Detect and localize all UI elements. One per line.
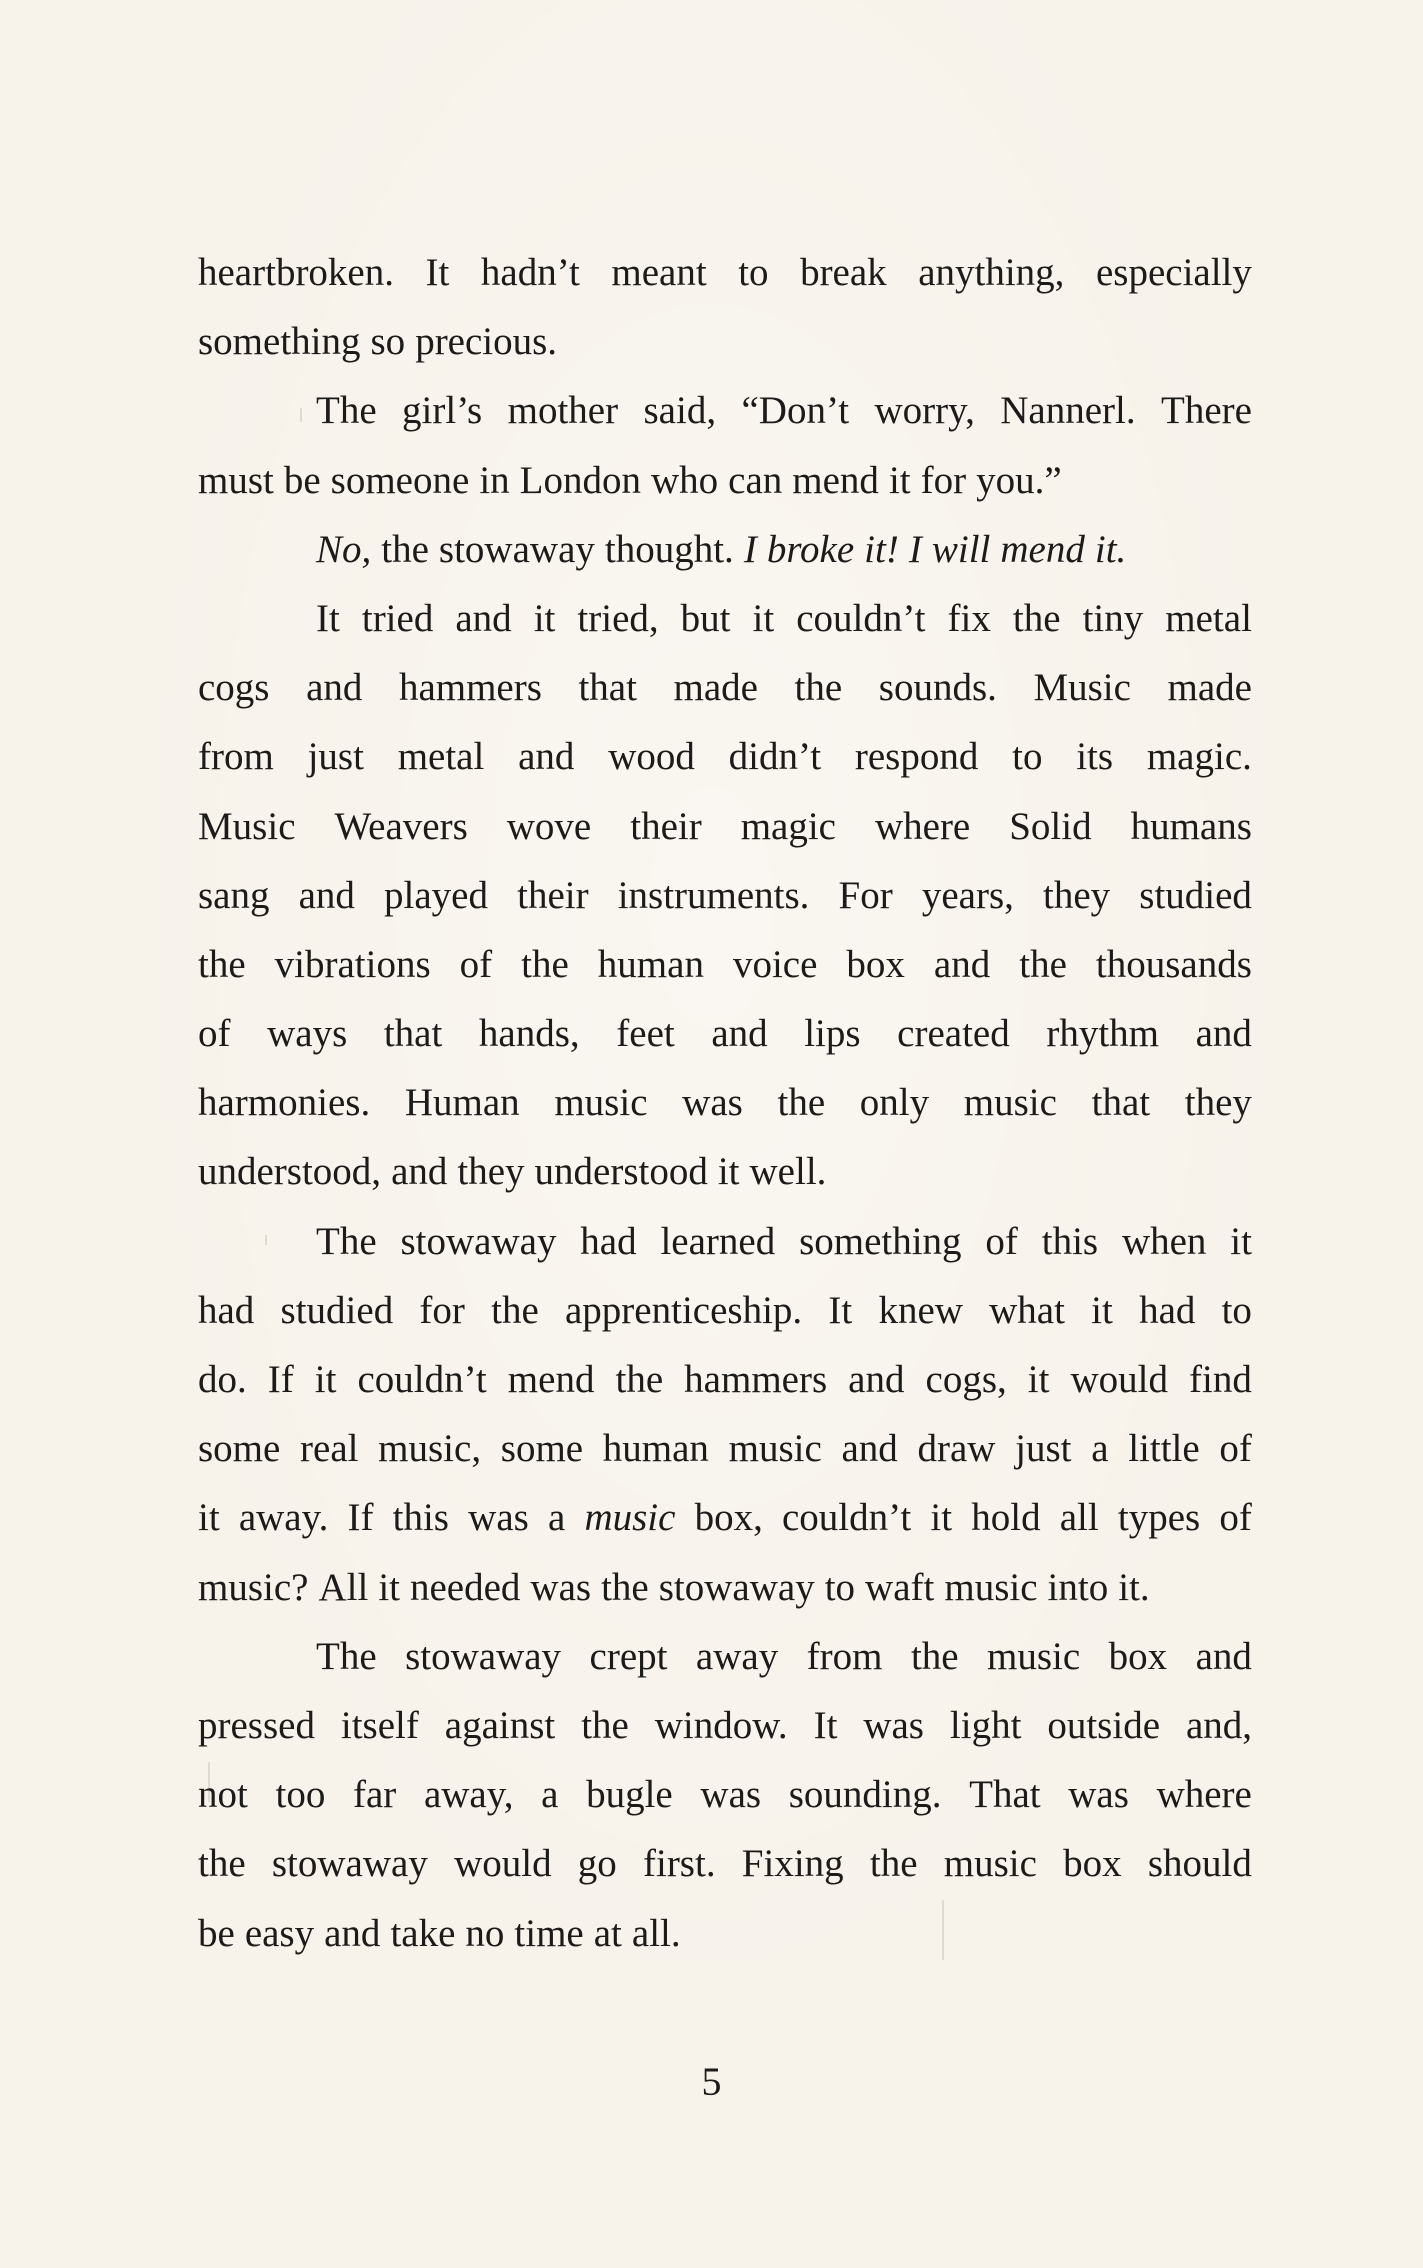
word: There <box>1161 389 1252 433</box>
word: music, <box>378 1427 482 1471</box>
word: and <box>306 666 363 710</box>
word: was <box>700 1773 762 1817</box>
word: that <box>383 1012 443 1056</box>
word: couldn’t <box>782 1496 912 1540</box>
word: and <box>1195 1012 1252 1056</box>
word: into <box>1047 1565 1109 1609</box>
word: time <box>514 1911 584 1955</box>
word: wood <box>608 735 695 779</box>
word: music? <box>198 1565 309 1609</box>
word: For <box>838 873 893 917</box>
word: do. <box>198 1358 247 1401</box>
word: easy <box>244 1911 315 1955</box>
word: it <box>752 596 775 640</box>
word: their <box>630 804 702 848</box>
word: to <box>1012 735 1043 779</box>
word: just <box>1015 1427 1072 1471</box>
text-line <box>198 1276 1252 1345</box>
word: bugle <box>586 1773 673 1817</box>
word: box <box>1063 1842 1122 1886</box>
word: they <box>1184 1081 1252 1125</box>
word: be <box>198 1911 235 1955</box>
word: no <box>465 1911 505 1955</box>
word: too <box>275 1773 326 1817</box>
word: the <box>601 1565 649 1609</box>
word: metal <box>1165 596 1252 640</box>
word: sounding. <box>788 1773 942 1817</box>
word: years, <box>921 873 1014 917</box>
word: didn’t <box>728 735 822 779</box>
word: go <box>577 1842 617 1886</box>
word: sounds. <box>878 666 997 710</box>
word: box, <box>694 1496 763 1540</box>
text-line <box>198 999 1252 1068</box>
word: of <box>198 1012 231 1056</box>
word: from <box>806 1634 883 1678</box>
word: a <box>1091 1427 1109 1471</box>
word: and <box>455 596 512 640</box>
text-line <box>198 1137 1252 1206</box>
text-line <box>198 1483 1252 1552</box>
word: it <box>1027 1358 1050 1401</box>
word: and <box>1195 1634 1252 1678</box>
word: some <box>198 1427 281 1471</box>
word: the <box>794 666 843 710</box>
word: the <box>1012 596 1061 640</box>
word: If <box>347 1496 374 1540</box>
word: harmonies. <box>198 1081 371 1125</box>
word: against <box>444 1703 556 1747</box>
word: cogs <box>198 666 270 710</box>
word: crept <box>589 1634 668 1678</box>
word: the <box>910 1634 959 1678</box>
word: mend <box>792 458 879 502</box>
word: music <box>554 1081 648 1125</box>
body-text <box>198 238 1252 1968</box>
word: to <box>824 1565 856 1609</box>
word: away <box>695 1634 779 1678</box>
word: a <box>541 1773 559 1817</box>
word: they <box>1043 873 1111 917</box>
word: it <box>930 1496 953 1540</box>
word: and <box>391 1150 448 1194</box>
word: something <box>198 320 361 364</box>
word: should <box>1147 1842 1252 1886</box>
word: was <box>682 1081 743 1125</box>
word: of <box>1219 1496 1252 1540</box>
word: not <box>198 1773 248 1817</box>
word: stowaway <box>271 1842 428 1886</box>
word: instruments. <box>617 873 810 917</box>
word: magic. <box>1146 735 1252 779</box>
word: wove <box>506 804 592 848</box>
word: it <box>1091 1288 1113 1332</box>
word: all <box>1059 1496 1099 1540</box>
word: away. <box>238 1496 329 1540</box>
word: mend <box>507 1358 595 1401</box>
word: some <box>500 1427 584 1471</box>
word: this <box>392 1496 449 1540</box>
word: The <box>316 1634 377 1678</box>
word: especially <box>1095 251 1252 294</box>
text-line <box>198 238 1252 307</box>
word: I <box>743 527 757 571</box>
word: outside <box>1047 1703 1161 1747</box>
word: Nannerl. <box>1000 389 1136 433</box>
text-line <box>198 1691 1252 1760</box>
word: human <box>602 1427 709 1471</box>
word: voice <box>732 942 818 986</box>
word: the <box>198 1842 246 1886</box>
word: when <box>1121 1219 1207 1263</box>
word: respond <box>854 735 979 779</box>
word: Fixing <box>741 1842 844 1886</box>
paragraph <box>198 376 1252 514</box>
word: anything, <box>918 251 1065 294</box>
word: in <box>479 458 510 502</box>
paragraph <box>198 515 1252 584</box>
word: it <box>1230 1219 1252 1263</box>
word: the <box>491 1288 539 1332</box>
text-line <box>198 861 1252 930</box>
word: tiny <box>1082 596 1144 640</box>
word: Music <box>1033 666 1131 710</box>
text-line <box>198 1553 1252 1622</box>
text-line <box>198 584 1252 653</box>
word: just <box>307 735 364 779</box>
word: their <box>517 873 589 917</box>
word: you.” <box>976 458 1062 502</box>
word: light <box>949 1703 1022 1747</box>
word: and <box>324 1911 381 1955</box>
word: music <box>987 1634 1081 1678</box>
word: the <box>615 1358 664 1401</box>
word: knew <box>878 1288 963 1332</box>
word: tried, <box>577 596 659 640</box>
paragraph <box>198 238 1252 376</box>
word: precious. <box>415 320 558 364</box>
word: for <box>920 458 967 502</box>
text-line <box>198 792 1252 861</box>
word: far <box>353 1773 397 1817</box>
word: would <box>454 1842 552 1886</box>
word: vibrations <box>274 942 431 986</box>
text-line <box>198 1207 1252 1276</box>
word: stowaway <box>400 1219 557 1263</box>
word: stowaway <box>405 1634 562 1678</box>
text-line <box>198 446 1252 515</box>
word: will <box>931 527 991 571</box>
word: meant <box>611 251 707 294</box>
word: that <box>578 666 637 710</box>
word: would <box>1070 1358 1168 1401</box>
word: it! <box>864 527 899 571</box>
word: All <box>318 1565 369 1609</box>
word: studied <box>280 1288 394 1332</box>
word: worry, <box>874 389 975 433</box>
word: for <box>419 1288 465 1332</box>
word: mend <box>1000 527 1085 571</box>
text-line <box>198 930 1252 999</box>
word: stowaway <box>658 1565 815 1609</box>
word: be <box>283 458 321 502</box>
word: the <box>581 1703 629 1747</box>
word: all. <box>631 1911 681 1955</box>
word: music <box>944 1565 1038 1609</box>
word: made <box>1167 666 1252 710</box>
word: well. <box>749 1150 827 1194</box>
word: it <box>314 1358 337 1401</box>
paragraph <box>198 584 1252 1207</box>
paragraph <box>198 1207 1252 1622</box>
word: they <box>457 1150 525 1194</box>
word: said, <box>643 389 717 433</box>
word: and <box>298 873 355 917</box>
word: to <box>738 251 769 294</box>
word: stowaway <box>438 527 595 571</box>
word: was <box>863 1703 924 1747</box>
word: was <box>468 1496 529 1540</box>
word: real <box>300 1427 359 1471</box>
word: studied <box>1139 873 1252 917</box>
word: of <box>1219 1427 1252 1471</box>
word: was <box>530 1565 592 1609</box>
text-line <box>198 1414 1252 1483</box>
word: feet <box>616 1012 675 1056</box>
word: of <box>985 1219 1018 1263</box>
word: hold <box>971 1496 1041 1540</box>
word: this <box>1041 1219 1099 1263</box>
word: first. <box>643 1842 716 1886</box>
text-line <box>198 1829 1252 1898</box>
word: The <box>316 389 377 433</box>
word: It <box>813 1703 838 1747</box>
word: hammers <box>398 666 542 710</box>
word: sang <box>198 873 270 917</box>
word: “Don’t <box>741 389 850 433</box>
text-line <box>198 722 1252 791</box>
word: music <box>963 1081 1057 1125</box>
word: fix <box>947 596 991 640</box>
word: the <box>1019 942 1067 986</box>
word: types <box>1117 1496 1201 1540</box>
word: understood <box>534 1150 708 1194</box>
word: Solid <box>1009 804 1092 848</box>
word: humans <box>1130 804 1252 848</box>
word: to <box>1221 1288 1252 1332</box>
word: but <box>680 596 731 640</box>
word: and <box>711 1012 768 1056</box>
text-line <box>198 515 1252 584</box>
text-line <box>198 1622 1252 1691</box>
word: mother <box>507 389 619 433</box>
word: it <box>198 1496 220 1540</box>
word: played <box>384 873 488 917</box>
word: itself <box>340 1703 419 1747</box>
word: No, <box>316 527 372 571</box>
word: I <box>908 527 922 571</box>
word: it. <box>1118 1565 1150 1609</box>
word: away, <box>423 1773 514 1817</box>
word: human <box>597 942 704 986</box>
word: draw <box>917 1427 996 1471</box>
word: that <box>1091 1081 1151 1125</box>
word: so <box>370 320 406 364</box>
word: couldn’t <box>357 1358 487 1401</box>
word: find <box>1189 1358 1252 1401</box>
word: had <box>198 1288 255 1332</box>
word: someone <box>330 458 470 502</box>
word: Music <box>198 804 296 848</box>
word: where <box>1156 1773 1252 1817</box>
word: heartbroken. <box>198 251 394 294</box>
word: it <box>717 1150 740 1194</box>
word: the <box>381 527 429 571</box>
word: a <box>547 1496 566 1540</box>
word: pressed <box>198 1703 315 1747</box>
word: of <box>459 942 493 986</box>
word: hands, <box>478 1012 580 1056</box>
text-line <box>198 1068 1252 1137</box>
word: learned <box>660 1219 776 1263</box>
word: made <box>673 666 758 710</box>
text-line <box>198 653 1252 722</box>
word: and <box>933 942 991 986</box>
word: the <box>198 942 246 986</box>
word: it <box>533 596 556 640</box>
word: from <box>198 735 274 779</box>
word: it <box>378 1565 400 1609</box>
word: created <box>897 1012 1010 1056</box>
word: It <box>316 596 340 640</box>
word: hadn’t <box>480 251 580 294</box>
word: music <box>943 1842 1037 1886</box>
text-line <box>198 307 1252 376</box>
word: girl’s <box>402 389 483 433</box>
page-number: 5 <box>701 2059 722 2104</box>
word: If <box>267 1358 294 1401</box>
word: where <box>874 804 971 848</box>
word: apprenticeship. <box>565 1288 803 1332</box>
word: understood, <box>198 1150 382 1194</box>
word: ways <box>267 1012 348 1056</box>
word: needed <box>409 1565 521 1609</box>
word: what <box>989 1288 1065 1332</box>
word: and, <box>1185 1703 1252 1747</box>
text-line <box>198 1760 1252 1829</box>
word: can <box>728 458 783 502</box>
word: music <box>728 1427 822 1471</box>
word: thought. <box>604 527 734 571</box>
word: its <box>1076 735 1114 779</box>
word: had <box>1139 1288 1196 1332</box>
word: That <box>969 1773 1041 1817</box>
word: thousands <box>1095 942 1252 986</box>
word: The <box>316 1219 377 1263</box>
word: music <box>584 1496 676 1540</box>
word: at <box>593 1911 622 1955</box>
word: lips <box>804 1012 861 1056</box>
word: had <box>580 1219 637 1263</box>
word: waft <box>865 1565 935 1609</box>
word: and <box>518 735 575 779</box>
word: metal <box>397 735 485 779</box>
word: the <box>521 942 569 986</box>
word: break <box>800 251 887 294</box>
word: It <box>425 251 450 294</box>
text-line <box>198 1899 1252 1968</box>
word: broke <box>766 527 855 571</box>
word: take <box>390 1911 456 1955</box>
word: it <box>888 458 911 502</box>
word: who <box>650 458 719 502</box>
word: window. <box>654 1703 788 1747</box>
word: something <box>799 1219 962 1263</box>
paragraph <box>198 1622 1252 1968</box>
word: Weavers <box>334 804 468 848</box>
word: London <box>519 458 641 502</box>
text-line <box>198 376 1252 445</box>
word: the <box>869 1842 918 1886</box>
word: and <box>848 1358 905 1401</box>
word: hammers <box>684 1358 828 1401</box>
word: couldn’t <box>796 596 926 640</box>
word: only <box>859 1081 930 1125</box>
word: tried <box>361 596 434 640</box>
word: Human <box>404 1081 520 1125</box>
word: magic <box>740 804 836 848</box>
word: must <box>198 458 274 502</box>
word: rhythm <box>1046 1012 1160 1056</box>
word: cogs, <box>925 1358 1007 1401</box>
text-line <box>198 1345 1252 1414</box>
word: little <box>1128 1427 1200 1471</box>
word: was <box>1068 1773 1129 1817</box>
word: the <box>777 1081 826 1125</box>
word: it. <box>1094 527 1127 571</box>
word: box <box>846 942 905 986</box>
word: It <box>828 1288 853 1332</box>
word: box <box>1108 1634 1168 1678</box>
word: and <box>841 1427 898 1471</box>
